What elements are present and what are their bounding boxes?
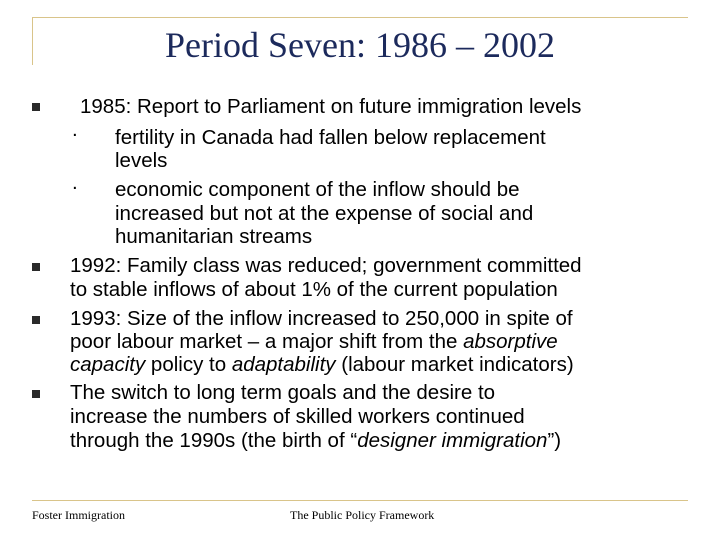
term-capacity: capacity (70, 353, 146, 376)
term-absorptive: absorptive (463, 330, 558, 353)
bullet-3-line-3-tail: (labour market indicators) (335, 353, 574, 376)
subitem-2-line-1: economic component of the inflow should be (115, 178, 520, 201)
bullet-2-line-2: to stable inflows of about 1% of the current population (70, 278, 558, 301)
term-designer-immigration: designer immigration (357, 429, 548, 452)
bullet-4-line-3-text: through the 1990s (the birth of “ (70, 429, 358, 452)
footer-rule (32, 500, 688, 501)
bullet-4-line-3-tail: ”) (547, 429, 562, 452)
bullet-3-line-3 (70, 354, 574, 376)
footer-left: Foster Immigration (32, 508, 125, 522)
footer-center: The Public Policy Framework (290, 508, 435, 522)
subitem-1-marker: . (72, 118, 78, 141)
bullet-3-line-1: 1993: Size of the inflow increased to 250,000 in spite of (70, 307, 573, 330)
bullet-marker (32, 316, 40, 324)
subitem-2-line-2: increased but not at the expense of social and (115, 202, 534, 225)
bullet-2-line-1: 1992: Family class was reduced; government committed (70, 254, 582, 277)
subitem-2-line-3: humanitarian streams (115, 225, 313, 248)
bullet-4-line-2: increase the numbers of skilled workers continued (70, 405, 525, 428)
bullet-4-line-1: The switch to long term goals and the desire to (70, 381, 496, 404)
subitem-1-line-2: levels (115, 149, 168, 172)
bullet-marker (32, 263, 40, 271)
bullet-1-line-1: 1985: Report to Parliament on future immigration levels (80, 95, 582, 118)
slide-title: Period Seven: 1986 – 2002 (165, 25, 555, 65)
bullet-3-line-2 (70, 331, 558, 353)
bullet-marker (32, 103, 40, 111)
bullet-marker (32, 390, 40, 398)
subitem-1-line-1: fertility in Canada had fallen below replacement (115, 126, 546, 149)
bullet-3-line-2-text: poor labour market – a major shift from the (70, 330, 464, 353)
bullet-4-line-3 (70, 430, 561, 452)
subitem-2-marker: . (72, 171, 78, 194)
term-adaptability: adaptability (231, 353, 336, 376)
bullet-3-line-3-text: policy to (145, 353, 232, 376)
